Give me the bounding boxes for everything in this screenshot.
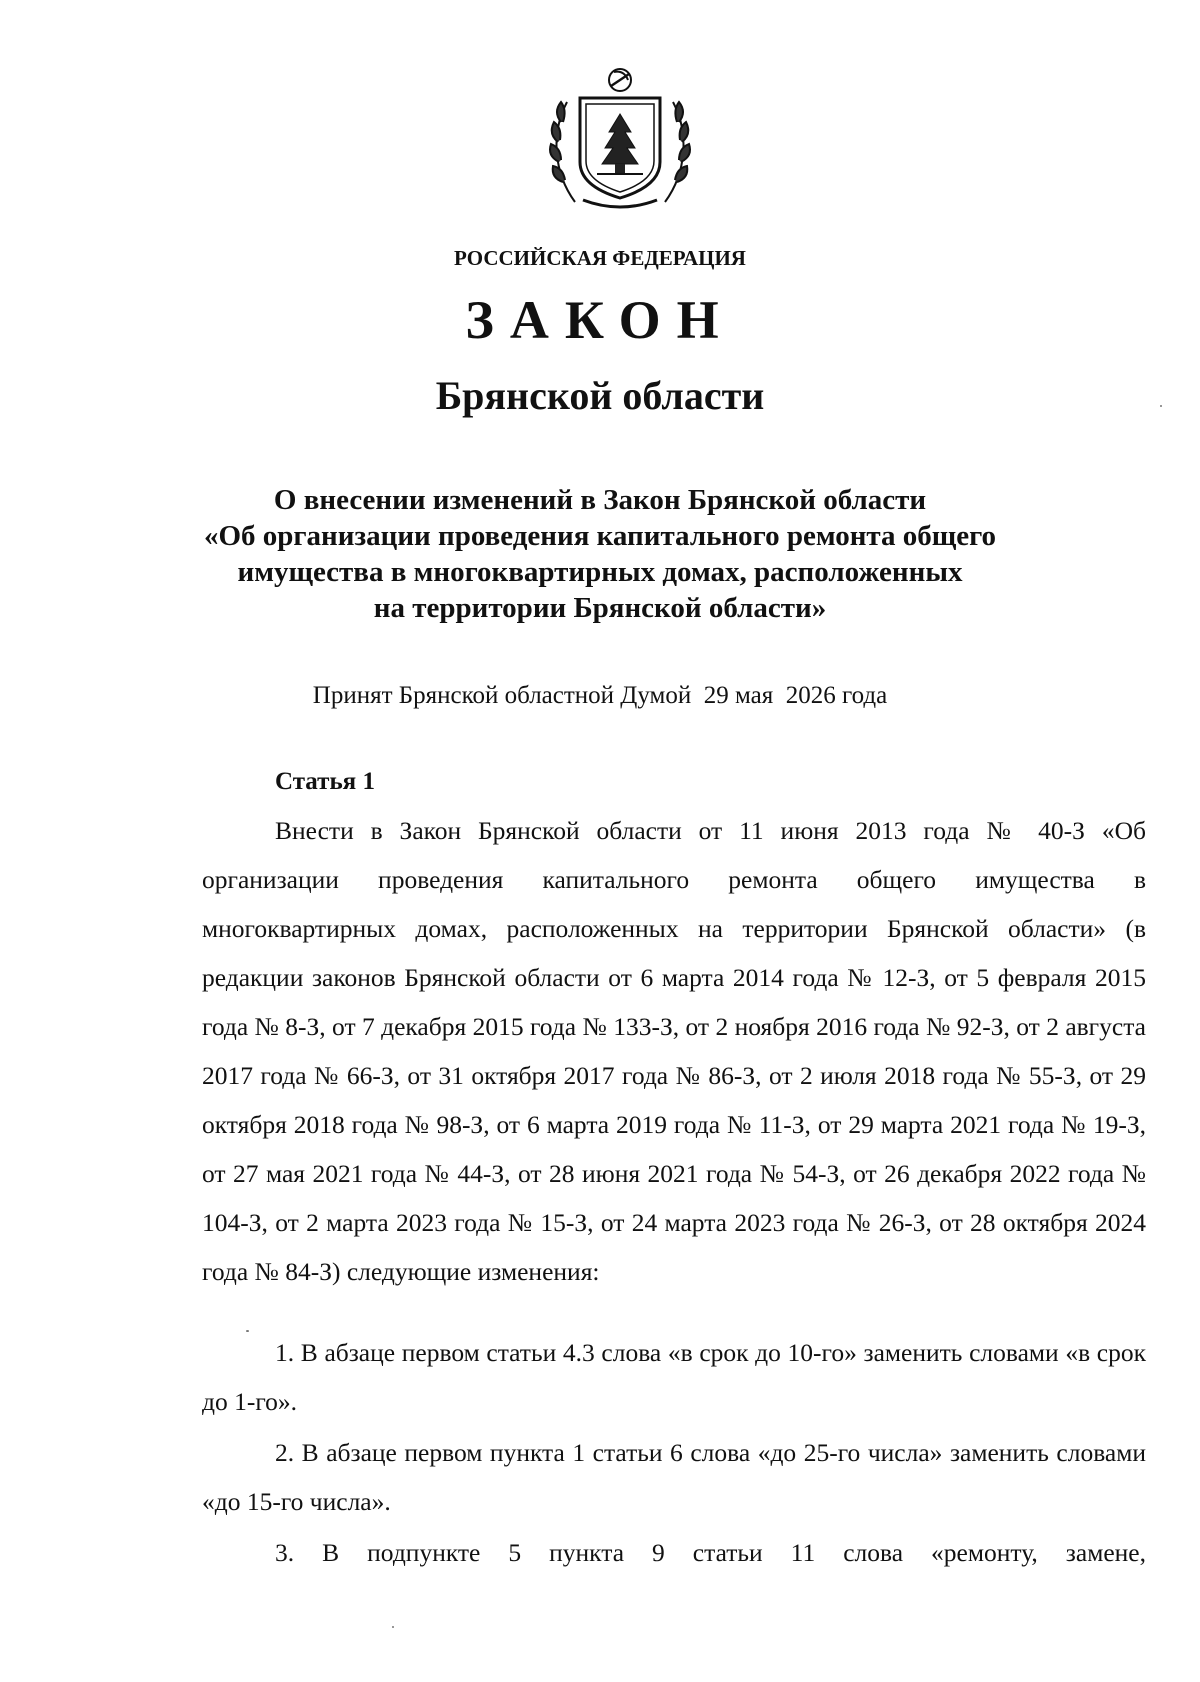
federation-header: РОССИЙСКАЯ ФЕДЕРАЦИЯ bbox=[454, 246, 746, 270]
bryansk-region-coat-of-arms-icon bbox=[545, 62, 695, 214]
subject-line: имущества в многоквартирных домах, расположенных bbox=[237, 556, 963, 588]
article-item-text: 1. В абзаце первом статьи 4.3 слова «в срок до 10-го» заменить словами «в срок до 1-го». bbox=[202, 1338, 1146, 1416]
article-intro-text: Внести в Закон Брянской области от 11 июня 2013 года № 40-З «Об организации проведения капитального ремонта общего имущества в многоквартирных домах, расположенных на территории Брянской области» (в редакции законов Брянской области от 6 марта 2014 года № 12-З, от 5 февраля 2015 года № 8-З, от 7 декабря 2015 года № 133-З, от 2 ноября 2016 года № 92-З, от 2 августа 2017 года № 66-З, от 31 октября 2017 года № 86-З, от 2 июля 2018 года № 55-З, от 29 октября 2018 года № 98-З, от 6 марта 2019 года № 11-З, от 29 марта 2021 года № 19-З, от 27 мая 2021 года № 44-З, от 28 июня 2021 года № 54-З, от 26 декабря 2022 года № 104-З, от 2 марта 2023 года № 15-З, от 24 марта 2023 года № 26-З, от 28 октября 2024 года № 84-З) следующие изменения: bbox=[202, 816, 1146, 1286]
scan-speck bbox=[246, 1330, 249, 1332]
article-item bbox=[202, 1528, 1146, 1577]
adoption-line: Принят Брянской областной Думой 29 мая 2026 года bbox=[312, 682, 888, 709]
scan-speck bbox=[392, 1626, 394, 1628]
subject-line: на территории Брянской области» bbox=[373, 592, 827, 624]
article-item bbox=[202, 1328, 1146, 1426]
law-subject bbox=[150, 482, 1050, 626]
region-title: Брянской области bbox=[435, 373, 765, 418]
subject-line: О внесении изменений в Закон Брянской области bbox=[273, 484, 927, 516]
article-item-text: 3. В подпункте 5 пункта 9 статьи 11 слова «ремонту, замене, bbox=[275, 1538, 1146, 1567]
article-intro bbox=[202, 806, 1146, 1296]
scan-speck bbox=[1160, 405, 1162, 407]
article-item-text: 2. В абзаце первом пункта 1 статьи 6 слова «до 25-го числа» заменить словами «до 15-го числа». bbox=[202, 1438, 1146, 1516]
law-title: ЗАКОН bbox=[465, 290, 735, 350]
subject-line: «Об организации проведения капитального ремонта общего bbox=[203, 520, 997, 552]
article-heading: Статья 1 bbox=[275, 768, 375, 795]
article-item bbox=[202, 1428, 1146, 1526]
